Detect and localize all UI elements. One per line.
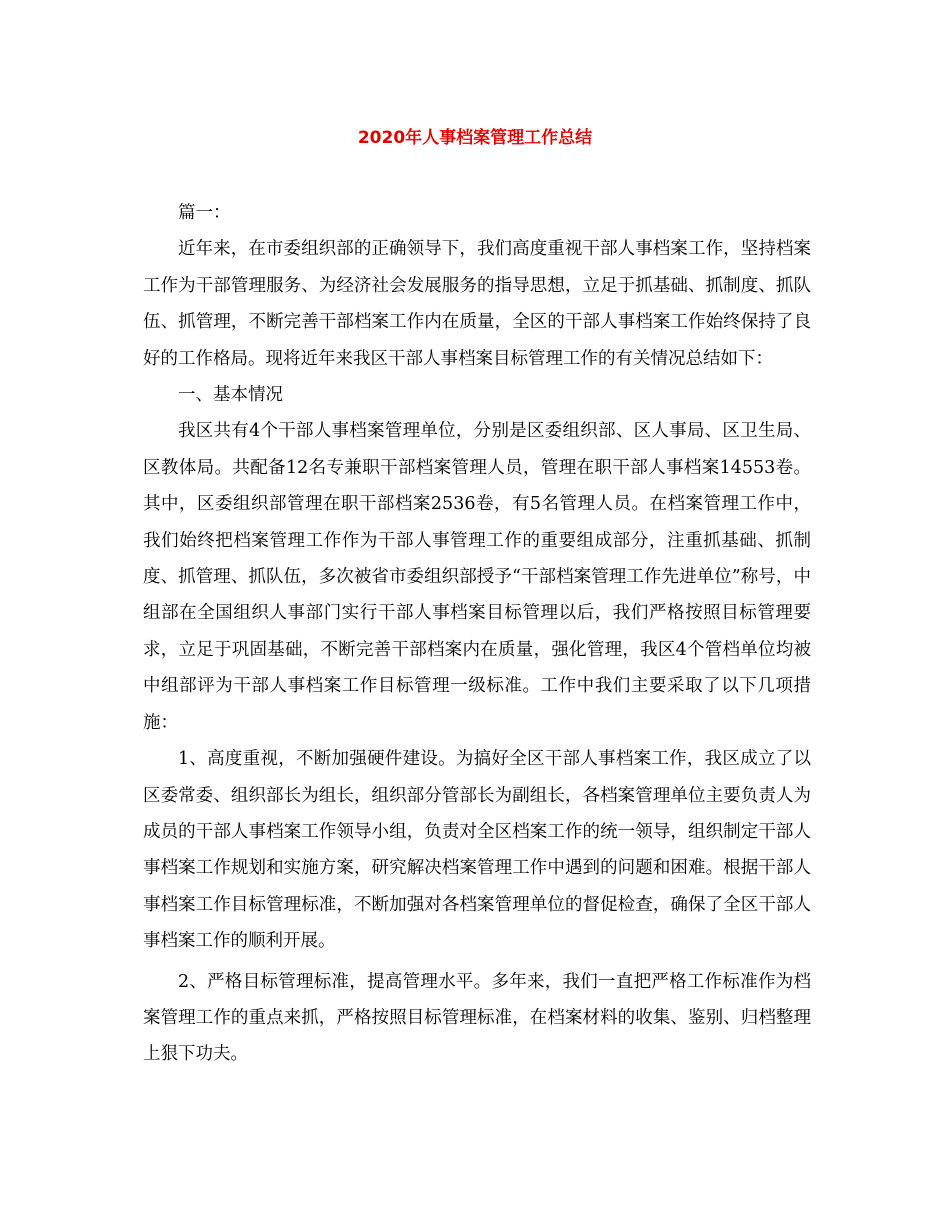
paragraph-measure-2: 2、严格目标管理标准，提高管理水平。多年来，我们一直把严格工作标准作为档案管理工作的重点来抓，严格按照目标管理标准，在档案材料的收集、鉴别、归档整理上狠下功夫。 [143, 971, 811, 1065]
paragraph-intro: 近年来，在市委组织部的正确领导下，我们高度重视干部人事档案工作，坚持档案工作为干部管理服务、为经济社会发展服务的指导思想，立足于抓基础、抓制度、抓队伍、抓管理，不断完善干部档案工作内在质量，全区的干部人事档案工作始终保持了良好的工作格局。现将近年来我区干部人事档案目标管理工作的有关情况总结如下： [143, 239, 811, 369]
paragraph-section-label: 篇一： [178, 203, 231, 223]
document-title: 2020年人事档案管理工作总结 [357, 128, 593, 148]
paragraph-basic-situation: 我区共有4个干部人事档案管理单位，分别是区委组织部、区人事局、区卫生局、区教体局。共配备12名专兼职干部档案管理人员，管理在职干部人事档案14553卷。其中，区委组织部管理在职干部档案2536卷，有5名管理人员。在档案管理工作中，我们始终把档案管理工作作为干部人事管理工作的重要组成部分，注重抓基础、抓制度、抓管理、抓队伍，多次被省市委组织部授予“干部档案管理工作先进单位”称号，中组部在全国组织人事部门实行干部人事档案目标管理以后，我们严格按照目标管理要求，立足于巩固基础，不断完善干部档案内在质量，强化管理，我区4个管档单位均被中组部评为干部人事档案工作目标管理一级标准。工作中我们主要采取了以下几项措施： [143, 421, 811, 733]
paragraph-measure-1: 1、高度重视，不断加强硬件建设。为搞好全区干部人事档案工作，我区成立了以区委常委、组织部长为组长，组织部分管部长为副组长，各档案管理单位主要负责人为成员的干部人事档案工作领导小组，负责对全区档案工作的统一领导，组织制定干部人事档案工作规划和实施方案，研究解决档案管理工作中遇到的问题和困难。根据干部人事档案工作目标管理标准，不断加强对各档案管理单位的督促检查，确保了全区干部人事档案工作的顺利开展。 [143, 749, 811, 952]
document-body [143, 195, 811, 1073]
paragraph-heading-basic: 一、基本情况 [178, 385, 283, 406]
